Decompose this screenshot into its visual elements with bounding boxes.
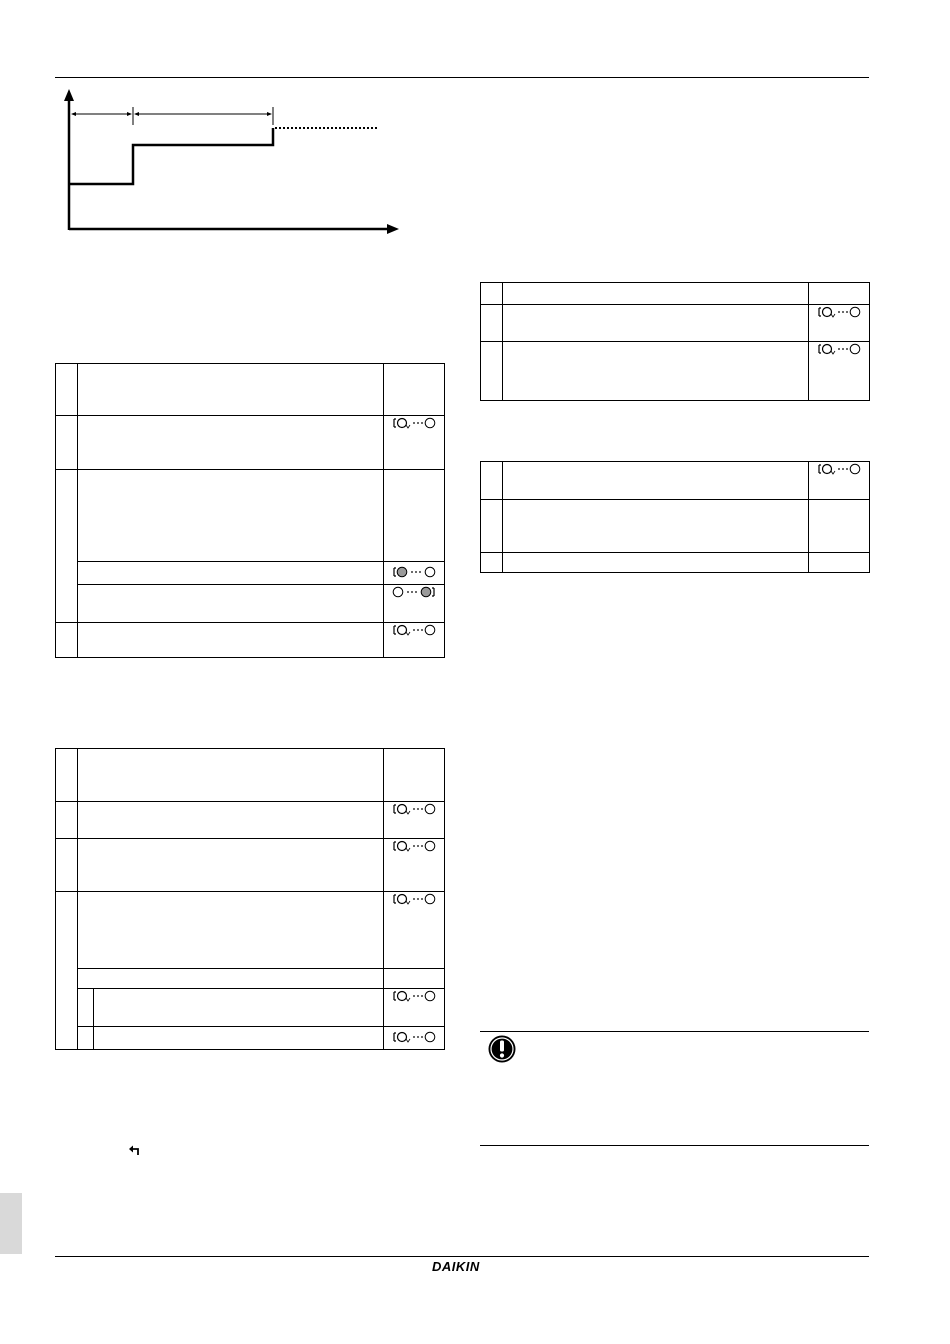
step-text-cell	[78, 364, 384, 416]
dial-press-icon	[392, 416, 436, 430]
step-graph	[55, 85, 405, 240]
dial-press-icon	[817, 342, 861, 356]
footer-rule	[55, 1256, 869, 1257]
dial-press-icon	[392, 989, 436, 1003]
left-top-table	[55, 363, 445, 658]
right-bottom-table	[480, 461, 870, 573]
dial-press-icon	[392, 623, 436, 637]
dial-press-icon	[392, 802, 436, 816]
step-line	[69, 128, 273, 184]
right-top-table	[480, 282, 870, 401]
back-icon	[128, 1144, 140, 1156]
header-rule	[55, 77, 869, 78]
left-knob-icon	[392, 565, 436, 579]
notice-bottom-rule	[480, 1145, 869, 1146]
y-axis-arrow	[64, 89, 74, 101]
chapter-side-tab	[0, 1193, 22, 1254]
dial-press-icon	[392, 1030, 436, 1044]
notice-top-rule	[480, 1031, 869, 1032]
brand-logo: DAIKIN	[432, 1259, 480, 1274]
step-control-cell	[384, 364, 445, 416]
left-bottom-table	[55, 748, 445, 1050]
right-knob-icon	[392, 585, 436, 599]
dial-press-icon	[817, 462, 861, 476]
step-number-cell	[56, 364, 78, 416]
dial-press-icon	[817, 305, 861, 319]
dial-press-icon	[392, 892, 436, 906]
dial-press-icon	[392, 839, 436, 853]
warning-icon	[487, 1034, 517, 1064]
x-axis-arrow	[387, 224, 399, 234]
